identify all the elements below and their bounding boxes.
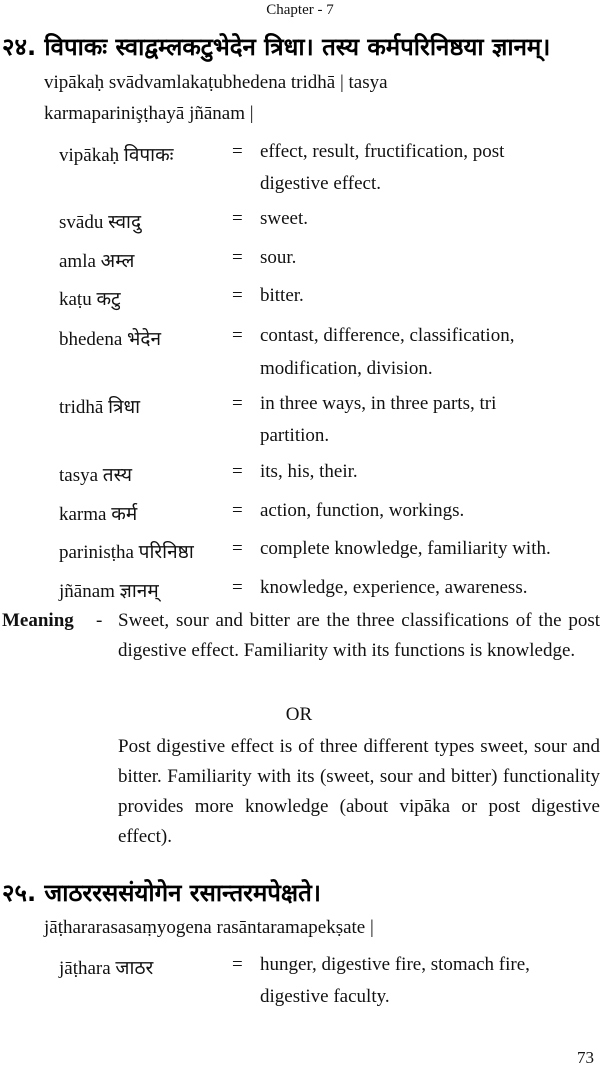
gloss-definition: sweet. [260, 208, 309, 229]
gloss-word: karma कर्म [59, 504, 138, 525]
gloss-equals: = [232, 141, 243, 162]
gloss-equals: = [232, 954, 243, 975]
gloss-definition-cont: digestive effect. [260, 173, 381, 194]
gloss-word: kaṭu कटु [59, 289, 121, 310]
gloss-definition: complete knowledge, familiarity with. [260, 538, 551, 559]
gloss-equals: = [232, 325, 243, 346]
gloss-word: jāṭhara जाठर [59, 958, 154, 979]
gloss-equals: = [232, 538, 243, 559]
gloss-definition-cont: modification, division. [260, 358, 433, 379]
gloss-definition-cont: partition. [260, 425, 330, 446]
gloss-definition: effect, result, fructification, post [260, 141, 505, 162]
gloss-word: parinisṭha परिनिष्ठा [59, 542, 194, 563]
gloss-word: bhedena भेदेन [59, 329, 162, 350]
verse-24-transliteration-line-1: vipākaḥ svādvamlakaṭubhedena tridhā | tasya [44, 72, 388, 93]
meaning-text-second [118, 732, 600, 852]
gloss-equals: = [232, 285, 243, 306]
chapter-header: Chapter - 7 [266, 2, 334, 18]
gloss-definition: sour. [260, 247, 297, 268]
gloss-equals: = [232, 393, 243, 414]
meaning-dash: - [96, 610, 103, 631]
gloss-word: tasya तस्य [59, 465, 133, 486]
meaning-label: Meaning [2, 610, 74, 631]
verse-24-transliteration-line-2: karmaparinişṭhayā jñānam | [44, 103, 254, 124]
verse-24-sanskrit: २४. विपाकः स्वाद्वम्लकटुभेदेन त्रिधा। तस्य कर्मपरिनिष्ठया ज्ञानम्। [2, 33, 551, 61]
gloss-definition: in three ways, in three parts, tri [260, 393, 497, 414]
gloss-word: jñānam ज्ञानम् [59, 581, 159, 602]
verse-25-sanskrit: २५. जाठररससंयोगेन रसान्तरमपेक्षते। [2, 879, 321, 907]
gloss-word: svādu स्वादु [59, 212, 142, 233]
meaning-paragraph: Sweet, sour and bitter are the three classifications of the post digestive effect. Familiarity with its functions is knowledge. [118, 610, 600, 661]
gloss-equals: = [232, 461, 243, 482]
gloss-definition: action, function, workings. [260, 500, 465, 521]
gloss-definition-cont: digestive faculty. [260, 986, 390, 1007]
gloss-equals: = [232, 208, 243, 229]
gloss-definition: its, his, their. [260, 461, 358, 482]
gloss-word: amla अम्ल [59, 251, 135, 272]
page-number: 73 [577, 1048, 594, 1067]
gloss-definition: bitter. [260, 285, 304, 306]
gloss-word: vipākaḥ विपाकः [59, 145, 174, 166]
gloss-definition: hunger, digestive fire, stomach fire, [260, 954, 530, 975]
gloss-word: tridhā त्रिधा [59, 397, 141, 418]
gloss-equals: = [232, 577, 243, 598]
gloss-equals: = [232, 500, 243, 521]
gloss-equals: = [232, 247, 243, 268]
meaning-text-first [118, 606, 600, 666]
gloss-definition: knowledge, experience, awareness. [260, 577, 528, 598]
gloss-definition: contast, difference, classification, [260, 325, 515, 346]
verse-25-transliteration: jāṭhararasasaṃyogena rasāntaramapekṣate | [44, 917, 374, 938]
meaning-or: OR [285, 704, 313, 725]
meaning-paragraph: Post digestive effect is of three different types sweet, sour and bitter. Familiarity with its (sweet, sour and bitter) functionality provides more knowledge (about vipāka or post digestive effect). [118, 736, 600, 847]
